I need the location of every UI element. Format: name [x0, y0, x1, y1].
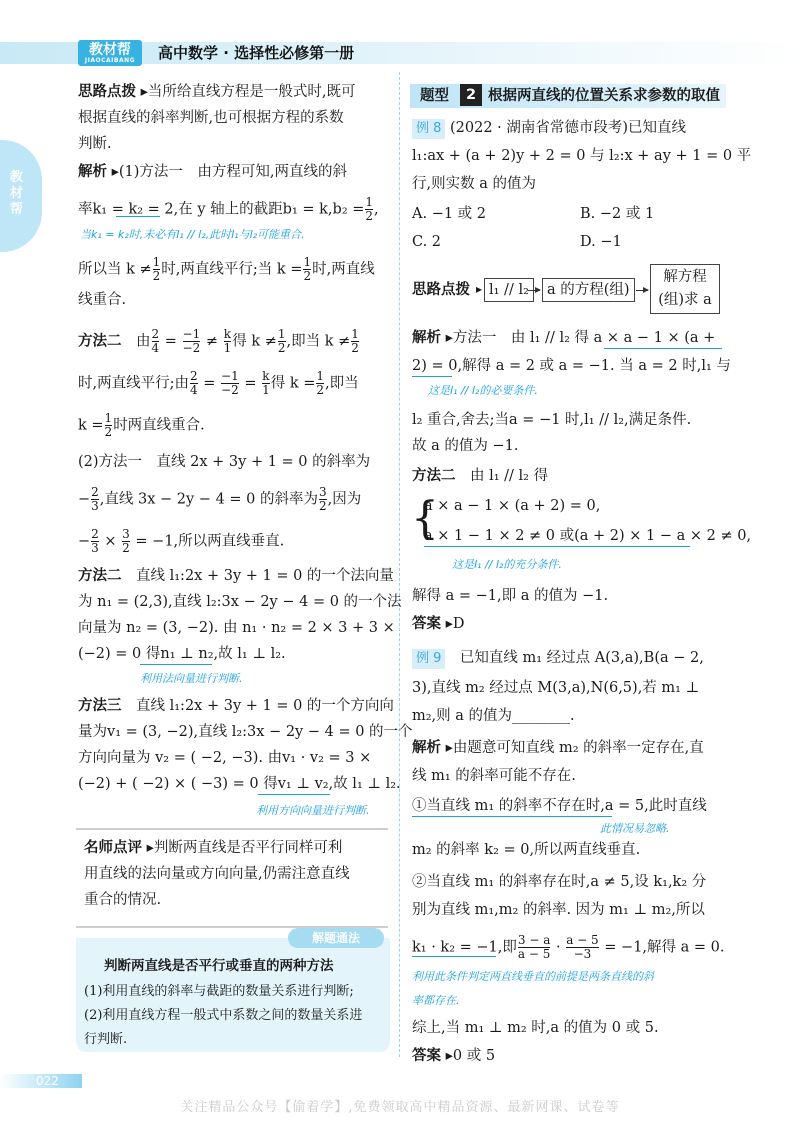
- part2-line-2: − $\frac{2}{3}$ ,直线 3x − 2y − 4 = 0 的斜率为 $\frac{3}{2}$ ,因为: [78, 485, 362, 513]
- underline: [604, 348, 722, 349]
- ex8-answer: 答案 ▸D: [412, 616, 465, 632]
- underline: [258, 794, 330, 795]
- example9-line-3: m₂,则 a 的值为________.: [412, 708, 575, 724]
- part2-line-1: (2)方法一 直线 2x + 3y + 1 = 0 的斜率为: [78, 454, 371, 470]
- ex9-sol-line-6: 别为直线 m₁,m₂ 的斜率. 因为 m₁ ⊥ m₂,所以: [412, 902, 705, 918]
- normal-method-line-2: 为 n₁ = (2,3),直线 l₂:3x − 2y − 4 = 0 的一个法: [78, 594, 402, 610]
- hint-line-1: 思路点拨 ▸当所给直线方程是一般式时,既可: [78, 84, 356, 100]
- question-type-title: 根据两直线的位置关系求参数的取值: [488, 88, 720, 104]
- ex8-sol-result: 解得 a = −1,即 a 的值为 −1.: [412, 588, 609, 604]
- flow-arrow: [528, 290, 540, 291]
- direction-method-line-1: 方法三 直线 l₁:2x + 3y + 1 = 0 的一个方向向: [78, 698, 394, 714]
- question-type-label: 题型: [420, 88, 449, 104]
- direction-method-line-3: 方向向量为 v₂ = ( −2, −3). 由v₁ · v₂ = 3 ×: [78, 750, 372, 766]
- review-line-3: 重合的情况.: [84, 892, 162, 908]
- ex9-sol-line-4: m₂ 的斜率 k₂ = 0,所以两直线垂直.: [412, 842, 641, 858]
- underline: [424, 546, 690, 547]
- handwritten-note-7b: 率都存在.: [412, 994, 460, 1007]
- handwritten-note-7a: 利用此条件判定两直线垂直的前提是两条直线的斜: [412, 970, 654, 983]
- example9-line-2: 3),直线 m₂ 经过点 M(3,a),N(6,5),若 m₁ ⊥: [412, 680, 700, 696]
- ex9-sol-line-5: ②当直线 m₁ 的斜率存在时,a ≠ 5,设 k₁,k₂ 分: [412, 874, 707, 890]
- underline: [140, 664, 212, 665]
- part2-line-3: − $\frac{2}{3}$ × $\frac{3}{2}$ = −1,所以两直线垂直.: [78, 527, 285, 555]
- ex8-method2: 方法二 由 l₁ // l₂ 得: [412, 468, 549, 484]
- sol-line-2: 率k₁ = k₂ = 2,在 y 轴上的截距b₁ = k,b₂ = $\frac{1}{2}$ ,: [78, 195, 379, 223]
- ex9-answer: 答案 ▸0 或 5: [412, 1048, 496, 1064]
- sol-line-3: 所以当 k ≠ $\frac{1}{2}$ 时,两直线平行;当 k = $\frac{1}{2}$ 时,两直线: [78, 255, 375, 283]
- method-item-2: (2)利用直线方程一般式中系数之间的数量关系进: [84, 1008, 363, 1023]
- ex9-sol-line-2: 线 m₁ 的斜率可能不存在.: [412, 768, 576, 784]
- underline: [412, 376, 452, 377]
- flow-label: 思路点拨: [412, 282, 470, 298]
- handwritten-note-1: 当k₁ = k₂时,未必有l₁ // l₂,此时l₁与l₂可能重合.: [80, 228, 305, 241]
- ex9-sol-line-3: ①当直线 m₁ 的斜率不存在时,a = 5,此时直线: [412, 798, 707, 814]
- handwritten-note-2: 利用法向量进行判断.: [140, 672, 243, 685]
- example9-line-1: 例 9 已知直线 m₁ 经过点 A(3,a),B(a − 2,: [412, 648, 704, 669]
- normal-method-line-4: (−2) = 0 得n₁ ⊥ n₂,故 l₁ ⊥ l₂.: [78, 646, 286, 662]
- option-b: B. −2 或 1: [580, 206, 655, 222]
- example8-line-3: 行,则实数 a 的值为: [412, 176, 536, 192]
- underline: [116, 216, 160, 217]
- review-line-2: 用直线的法向量或方向向量,仍需注意直线: [84, 866, 350, 882]
- ex8-sol-line-3: l₂ 重合,舍去;当a = −1 时,l₁ // l₂,满足条件.: [412, 412, 692, 428]
- column-divider: [399, 72, 400, 1057]
- direction-method-line-2: 量为v₁ = (3, −2),直线 l₂:3x − 2y − 4 = 0 的一个: [78, 724, 413, 740]
- handwritten-note-5: 这是l₁ // l₂的充分条件.: [452, 558, 562, 571]
- method2-line-2: 时,两直线平行;由 $\frac{2}{4}$ = $\frac{-1}{-2}$ = $\frac{k}{1}$ 得 k = $\frac{1}{2}$ ,即当: [78, 369, 359, 397]
- ex9-sol-line-7: k₁ · k₂ = −1,即 $\frac{3 - a}{a - 5}$ · $\frac{a - 5}{-3}$ = −1,解得 a = 0.: [412, 933, 725, 961]
- flow-step-3: [650, 264, 720, 314]
- method-item-1: (1)利用直线的斜率与截距的数量关系进行判断;: [84, 984, 354, 999]
- system-eq-2: a × 1 − 1 × 2 ≠ 0 或(a + 2) × 1 − a × 2 ≠ 0,: [424, 528, 752, 544]
- question-type-number: 2: [460, 84, 482, 106]
- method2-line-3: k = $\frac{1}{2}$ 时两直线重合.: [78, 411, 205, 439]
- ex8-sol-line-2: 2) = 0,解得 a = 2 或 a = −1. 当 a = 2 时,l₁ 与: [412, 358, 731, 374]
- page-header-title: 高中数学 · 选择性必修第一册: [158, 44, 355, 62]
- option-a: A. −1 或 2: [412, 206, 487, 222]
- hint-line-3: 判断.: [78, 136, 112, 152]
- flow-step-1: l₁ // l₂: [484, 278, 534, 302]
- method-tag: 解题通法: [288, 928, 384, 948]
- ex8-sol-line-4: 故 a 的值为 −1.: [412, 438, 519, 454]
- method2-line-1: 方法二 由 $\frac{2}{4}$ = $\frac{-1}{-2}$ ≠ $\frac{k}{1}$ 得 k ≠ $\frac{1}{2}$ ,即当 k ≠ $\frac{1}{2}$: [78, 327, 359, 355]
- normal-method-line-3: 向量为 n₂ = (3, −2). 由 n₁ · n₂ = 2 × 3 + 3 ×: [78, 620, 395, 636]
- ex9-conclusion: 综上,当 m₁ ⊥ m₂ 时,a 的值为 0 或 5.: [412, 1020, 659, 1036]
- hint-line-2: 根据直线的斜率判断,也可根据方程的系数: [78, 110, 344, 126]
- footer-watermark-text: 关注精品公众号【偷着学】,免费领取高中精品资源、最新网课、试卷等: [180, 1100, 620, 1115]
- flow-step-3-line-1: 解方程: [663, 269, 707, 285]
- example8-line-2: l₁:ax + (a + 2)y + 2 = 0 与 l₂:x + ay + 1 = 0 平: [412, 148, 752, 164]
- method-title: 判断两直线是否平行或垂直的两种方法: [104, 958, 334, 974]
- review-line-1: 名师点评 ▸判断两直线是否平行同样可利: [84, 840, 343, 856]
- sol-line-1: 解析 ▸(1)方法一 由方程可知,两直线的斜: [78, 164, 348, 180]
- direction-method-line-4: (−2) + ( −2) × ( −3) = 0 得v₁ ⊥ v₂,故 l₁ ⊥ l₂.: [78, 776, 401, 792]
- ex8-sol-line-1: 解析 ▸方法一 由 l₁ // l₂ 得 a × a − 1 × (a +: [412, 330, 716, 346]
- flow-arrow: [636, 290, 648, 291]
- normal-method-line-1: 方法二 直线 l₁:2x + 3y + 1 = 0 的一个法向量: [78, 568, 394, 584]
- sol-line-4: 线重合.: [78, 292, 127, 308]
- underline: [412, 816, 612, 817]
- flow-step-3-line-2: (组)求 a: [658, 292, 712, 308]
- system-eq-1: a × a − 1 × (a + 2) = 0,: [424, 498, 601, 514]
- handwritten-note-3: 利用方向向量进行判断.: [256, 804, 370, 817]
- option-d: D. −1: [580, 234, 622, 250]
- example8-line-1: 例 8 (2022 · 湖南省常德市段考)已知直线: [412, 118, 686, 139]
- method-item-3: 行判断.: [84, 1032, 128, 1047]
- brand-logo: 教材帮 JIAOCAIBANG: [78, 40, 142, 66]
- side-tab: 教材帮: [0, 140, 42, 252]
- handwritten-note-4: 这是l₁ // l₂的必要条件.: [428, 384, 538, 397]
- ex9-sol-line-1: 解析 ▸由题意可知直线 m₂ 的斜率一定存在,直: [412, 740, 704, 756]
- flow-marker: ▸: [476, 282, 483, 296]
- underline: [412, 956, 496, 957]
- option-c: C. 2: [412, 234, 442, 250]
- handwritten-note-6: 此情况易忽略.: [600, 822, 670, 835]
- flow-step-2: a 的方程(组): [542, 278, 635, 302]
- system-brace: {: [411, 493, 439, 544]
- page-number: 022: [36, 1074, 59, 1088]
